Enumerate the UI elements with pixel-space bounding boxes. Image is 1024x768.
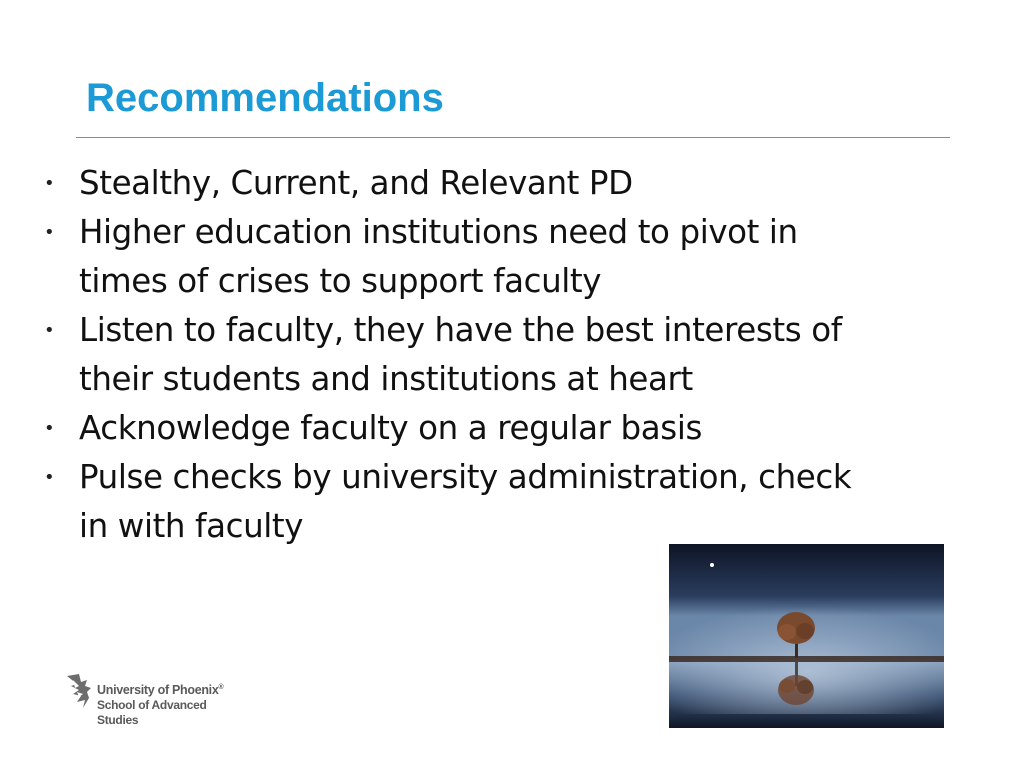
logo-school-line1: School of Advanced <box>97 698 207 713</box>
bullet-item <box>44 404 984 453</box>
logo-school-line2: Studies <box>97 713 139 728</box>
bullet-item <box>44 453 984 551</box>
bullet-text: Stealthy, Current, and Relevant PD <box>79 164 633 202</box>
bullet-dot-icon: • <box>44 173 55 194</box>
phoenix-bird-icon <box>63 670 97 710</box>
bullet-dot-icon: • <box>44 418 55 439</box>
university-logo <box>63 668 263 732</box>
logo-university-name: University of Phoenix <box>97 683 219 698</box>
bullet-text: Pulse checks by university administration, check <box>79 458 852 496</box>
title-divider <box>76 137 950 138</box>
bullet-dot-icon: • <box>44 320 55 341</box>
tree-reflection-photo <box>669 544 944 728</box>
logo-trademark: ® <box>218 684 224 691</box>
logo-wordmark <box>97 680 223 728</box>
bullet-dot-icon: • <box>44 467 55 488</box>
bullet-text-continued: in with faculty <box>79 507 304 545</box>
bullet-item <box>44 159 984 208</box>
bullet-dot-icon: • <box>44 222 55 243</box>
bullet-text-continued: times of crises to support faculty <box>79 262 602 300</box>
bullet-text-continued: their students and institutions at heart <box>79 360 693 398</box>
bullet-text: Listen to faculty, they have the best interests of <box>79 311 842 349</box>
slide-title: Recommendations <box>86 76 444 120</box>
tree-reflection-image <box>669 544 944 728</box>
bullet-text: Higher education institutions need to pivot in <box>79 213 798 251</box>
bullet-item <box>44 306 984 404</box>
bullet-text: Acknowledge faculty on a regular basis <box>79 409 702 447</box>
bullet-item <box>44 208 984 306</box>
bullet-list <box>44 159 984 551</box>
